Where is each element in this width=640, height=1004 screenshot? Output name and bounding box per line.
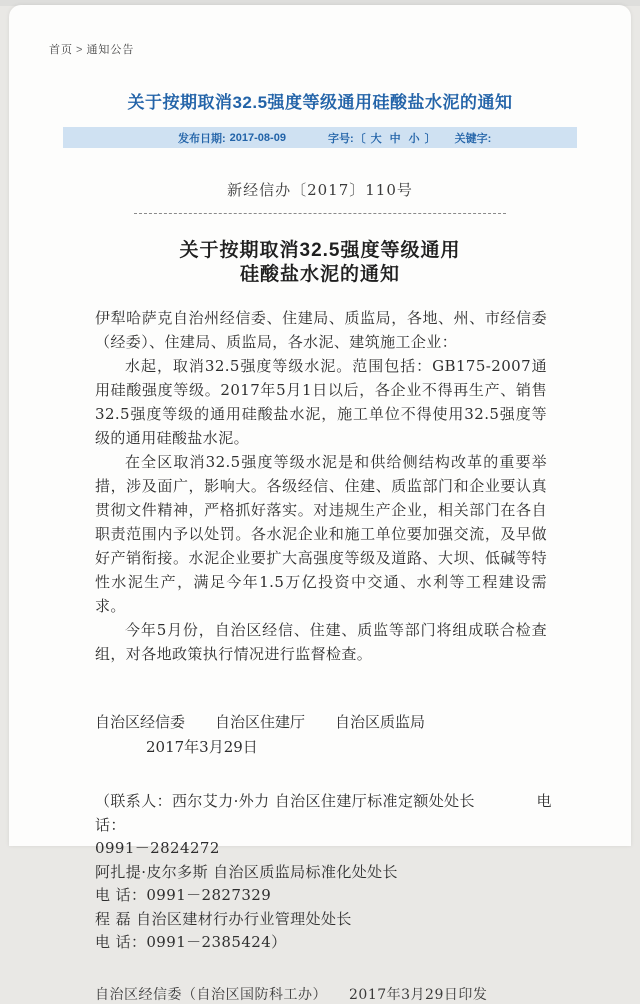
- document-paragraphs: [95, 306, 547, 666]
- breadcrumb-home-link[interactable]: 首页: [49, 44, 73, 56]
- dashed-divider: [134, 213, 506, 214]
- document-body: [9, 179, 631, 1004]
- contact-block: [95, 790, 575, 955]
- font-size-bracket-open: 〔: [354, 132, 366, 145]
- contact-line: （联系人：西尔艾力·外力 自治区住建厅标准定额处处长 电 话：: [95, 792, 552, 834]
- document-title-line1: 关于按期取消32.5强度等级通用: [179, 240, 461, 261]
- signature-orgs: 自治区经信委 自治区住建厅 自治区质监局: [95, 713, 426, 731]
- breadcrumb: [9, 5, 631, 57]
- contact-line: 程 磊 自治区建材行办行业管理处处长: [95, 909, 352, 928]
- page-title: 关于按期取消32.5强度等级通用硅酸盐水泥的通知: [127, 93, 513, 112]
- document-number: 新经信办〔2017〕110号: [227, 181, 413, 199]
- breadcrumb-section-link[interactable]: 通知公告: [86, 44, 135, 56]
- font-size-small-button[interactable]: 小: [408, 132, 420, 145]
- font-size-bracket-close: 〕: [424, 132, 436, 145]
- contact-phone: 电 话：0991－2385424）: [95, 933, 287, 951]
- paragraph-cancellation: 水起，取消32.5强度等级水泥。范围包括：GB175-2007通用硅酸强度等级。2017年5月1日以后，各企业不得再生产、销售32.5强度等级的通用硅酸盐水泥，施工单位不得使用32.5强度等级的通用硅酸盐水泥。: [95, 357, 547, 447]
- contact-phone: 0991－2824272: [95, 839, 220, 857]
- signature-date: 2017年3月29日: [146, 738, 258, 756]
- content-card: [9, 5, 631, 1003]
- paragraph-inspection: 今年5月份，自治区经信、住建、质监等部门将组成联合检查组，对各地政策执行情况进行监督检查。: [95, 621, 547, 663]
- keyword-label: 关键字:: [454, 132, 492, 145]
- document-title-line2: 硅酸盐水泥的通知: [239, 264, 400, 285]
- font-size-large-button[interactable]: 大: [370, 132, 382, 145]
- contact-line: 阿扎提·皮尔多斯 自治区质监局标准化处处长: [95, 862, 398, 881]
- font-size-medium-button[interactable]: 中: [389, 132, 401, 145]
- breadcrumb-separator: >: [76, 44, 84, 56]
- document-title: [9, 239, 631, 287]
- paragraph-implementation: 在全区取消32.5强度等级水泥是和供给侧结构改革的重要举措，涉及面广，影响大。各级经信、住建、质监部门和企业要认真贯彻文件精神，严格抓好落实。对违规生产企业，相关部门在各自职责范围内予以处罚。各水泥企业和施工单位要加强交流，及早做好产销衔接。水泥企业要扩大高强度等级及道路、大坝、低碱等特性水泥生产，满足今年1.5万亿投资中交通、水利等工程建设需求。: [95, 453, 547, 615]
- font-size-label: 字号:: [327, 132, 354, 145]
- signature-block: [95, 710, 547, 760]
- publish-date-label: 发布日期:: [178, 132, 226, 145]
- paragraph-recipients: 伊犁哈萨克自治州经信委、住建局、质监局，各地、州、市经信委（经委）、住建局、质监局，各水泥、建筑施工企业：: [95, 309, 547, 351]
- contact-phone: 电 话：0991－2827329: [95, 886, 272, 904]
- meta-bar: [63, 127, 577, 148]
- print-footer: 自治区经信委（自治区国防科工办） 2017年3月29日印发: [95, 986, 488, 1003]
- publish-date-value: 2017-08-09: [229, 131, 286, 144]
